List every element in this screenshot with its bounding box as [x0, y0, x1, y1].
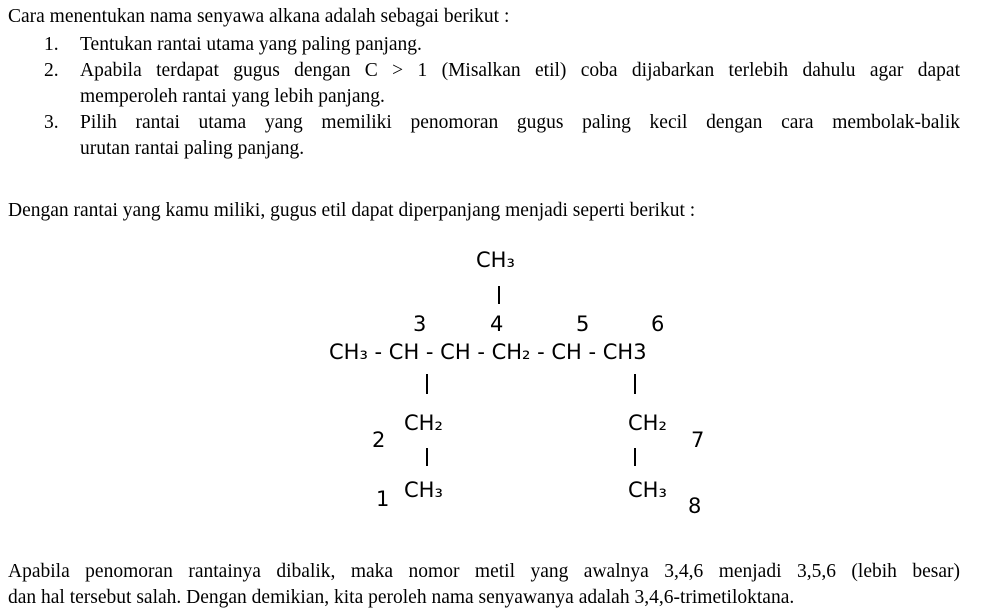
step-number: 3. — [44, 112, 59, 133]
left-branch-ch2: CH₂ — [404, 411, 443, 435]
intro-text: Cara menentukan nama senyawa alkana adalah sebagai berikut : — [8, 6, 510, 27]
carbon-number-5: 5 — [576, 312, 590, 336]
conclusion-line-2: dan hal tersebut salah. Dengan demikian, kita peroleh nama senyawanya adalah 3,4,6-trimetiloktana. — [8, 587, 795, 608]
carbon-number-3: 3 — [413, 312, 427, 336]
top-bond — [498, 286, 500, 304]
step-number: 2. — [44, 60, 59, 81]
main-chain: CH₃ - CH - CH - CH₂ - CH - CH3 — [329, 340, 647, 364]
right-branch-ch3: CH₃ — [628, 478, 667, 502]
steps-list — [44, 32, 960, 162]
step-text: Pilih rantai utama yang memiliki penomoran gugus paling kecil dengan cara membolak-balik — [80, 112, 960, 133]
left-branch-bond-lower — [426, 448, 428, 466]
step-text-continued: memperoleh rantai yang lebih panjang. — [80, 86, 385, 107]
step-text: Tentukan rantai utama yang paling panjang. — [80, 34, 422, 55]
step-item-1 — [44, 32, 960, 58]
left-branch-ch3: CH₃ — [404, 478, 443, 502]
carbon-number-1: 1 — [376, 487, 390, 511]
step-text: Apabila terdapat gugus dengan C > 1 (Misalkan etil) coba dijabarkan terlebih dahulu agar dapat — [80, 60, 960, 81]
step-item-3 — [44, 110, 960, 162]
lead-in-text: Dengan rantai yang kamu miliki, gugus etil dapat diperpanjang menjadi seperti berikut : — [8, 200, 696, 221]
step-item-2 — [44, 58, 960, 110]
right-branch-ch2: CH₂ — [628, 411, 667, 435]
carbon-number-2: 2 — [372, 428, 386, 452]
carbon-number-8: 8 — [688, 494, 702, 518]
right-branch-bond-upper — [634, 374, 636, 394]
left-branch-bond-upper — [426, 374, 428, 394]
step-text-continued: urutan rantai paling panjang. — [80, 138, 305, 159]
carbon-number-7: 7 — [691, 428, 705, 452]
step-number: 1. — [44, 34, 59, 55]
carbon-number-6: 6 — [651, 312, 665, 336]
top-methyl-group: CH₃ — [476, 248, 515, 272]
carbon-number-4: 4 — [490, 312, 504, 336]
conclusion-line-1: Apabila penomoran rantainya dibalik, maka nomor metil yang awalnya 3,4,6 menjadi 3,5,6 (lebih besar) — [8, 561, 960, 582]
right-branch-bond-lower — [634, 448, 636, 466]
